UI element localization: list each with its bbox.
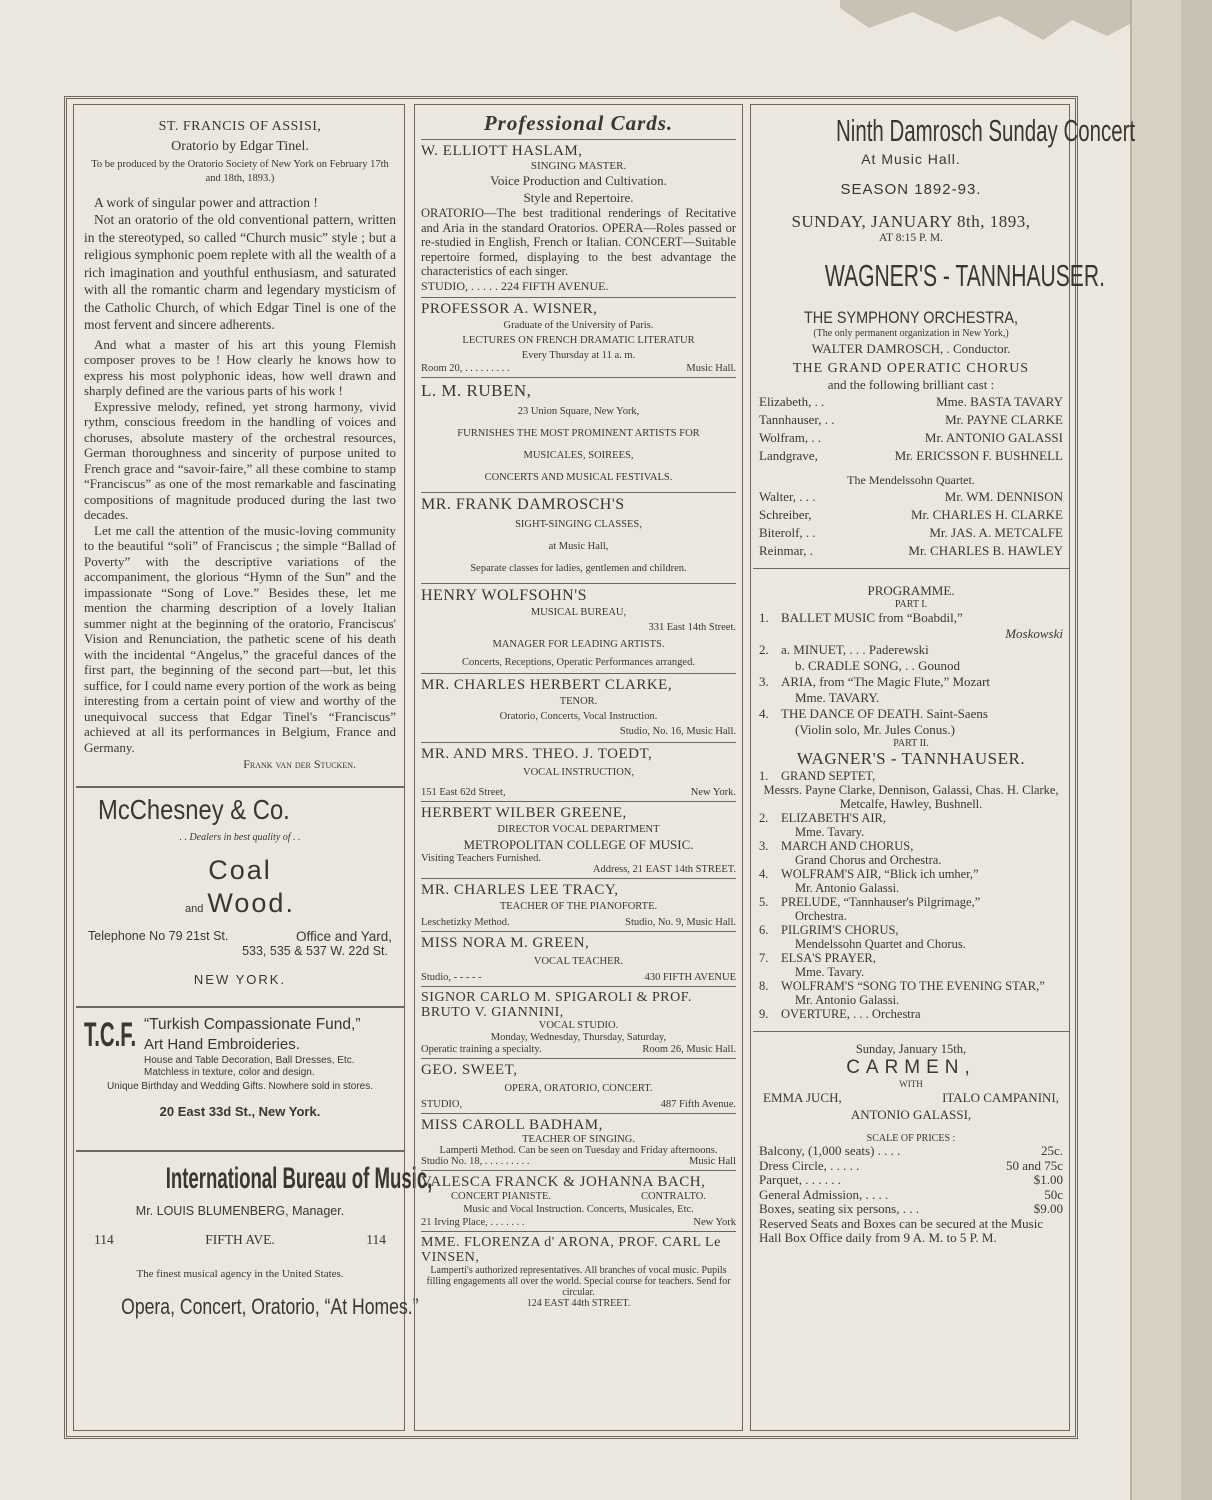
divider <box>753 568 1069 569</box>
price-row <box>759 1144 1063 1159</box>
column-right <box>750 104 1136 1431</box>
item-sub: Mendelssohn Quartet and Chorus. <box>795 937 966 951</box>
with-label: WITH <box>899 1079 923 1089</box>
price-row <box>759 1188 1063 1203</box>
divider <box>76 1150 404 1152</box>
mcchesney-and: and <box>185 903 204 915</box>
cast-singer: Mr. CHARLES B. HAWLEY <box>908 543 1063 558</box>
card-right: Room 26, Music Hall. <box>642 1043 736 1055</box>
cast-row <box>759 542 1063 560</box>
card-right: CONTRALTO. <box>640 1190 706 1202</box>
item-text: PRELUDE, “Tannhauser's Pilgrimage,” <box>781 895 981 909</box>
card-name: VALESCA FRANCK & JOHANNA BACH, <box>421 1173 706 1190</box>
artists-row <box>759 1089 1063 1107</box>
card-clarke <box>421 677 736 739</box>
card-line: 23 Union Square, New York, <box>517 405 640 417</box>
concert-time: AT 8:15 P. M. <box>878 232 943 244</box>
card-line: CONCERTS AND MUSICAL FESTIVALS. <box>484 471 673 483</box>
card-line: Voice Production and Cultivation. <box>490 173 667 188</box>
cast-row <box>759 429 1063 447</box>
orchestra-note: (The only permanent organization in New York,) <box>813 328 1009 339</box>
mcchesney-name: McChesney & Co. <box>98 794 290 825</box>
item-num: 7. <box>759 951 769 965</box>
price-label: Balcony, (1,000 seats) . . . . <box>759 1143 901 1158</box>
cast-role: Elizabeth, . . <box>759 394 825 409</box>
cast-role: Schreiber, <box>759 507 812 522</box>
card-line: Lamperti's authorized representatives. All branches of vocal music. Pupils filling engagements all over the world. Special course for teachers. Send for circular. <box>426 1264 731 1298</box>
price-label: General Admission, . . . . <box>759 1186 889 1202</box>
ad-bureau <box>84 1162 433 1320</box>
cast-row <box>759 524 1063 542</box>
next-opera: CARMEN, <box>846 1057 976 1078</box>
divider <box>753 1031 1069 1032</box>
programme-item <box>759 1007 1063 1021</box>
programme-item <box>759 811 1063 825</box>
cast-role: Landgrave, <box>759 448 818 463</box>
card-greene <box>421 805 736 875</box>
cast-row <box>759 393 1063 411</box>
mcchesney-address: 533, 535 & 537 W. 22d St. <box>242 944 388 958</box>
card-line: DIRECTOR VOCAL DEPARTMENT <box>497 823 660 835</box>
card-name: MR. CHARLES HERBERT CLARKE, <box>421 676 673 693</box>
programme-item <box>759 610 1063 626</box>
card-arona <box>421 1235 736 1309</box>
item-text: WOLFRAM'S AIR, “Blick ich umher,” <box>781 867 979 881</box>
item-num: 2. <box>759 811 769 825</box>
card-line: MUSICAL BUREAU, <box>530 606 627 618</box>
card-line: SINGING MASTER. <box>530 160 627 172</box>
item-text: WOLFRAM'S “SONG TO THE EVENING STAR,” <box>781 979 1045 993</box>
item-sub: Mme. Tavary. <box>795 965 865 979</box>
card-line: Lamperti Method. Can be seen on Tuesday and Friday afternoons. <box>439 1144 718 1156</box>
conductor: WALTER DAMROSCH, . Conductor. <box>811 341 1011 356</box>
card-line: VOCAL TEACHER. <box>533 955 624 967</box>
bureau-num-left: 114 <box>94 1232 114 1247</box>
card-left: Leschetizky Method. <box>421 916 510 928</box>
price-value: $9.00 <box>1033 1201 1063 1216</box>
card-name: W. ELLIOTT HASLAM, <box>421 143 583 159</box>
cast-row <box>759 488 1063 506</box>
divider <box>421 492 736 493</box>
divider <box>421 377 736 378</box>
divider <box>421 742 736 743</box>
card-line: Studio, No. 16, Music Hall. <box>619 725 736 737</box>
price-value: 25c. <box>1040 1143 1063 1158</box>
card-line: METROPOLITAN COLLEGE OF MUSIC. <box>463 836 694 852</box>
part1-heading: PART I. <box>894 599 928 610</box>
card-line: LECTURES ON FRENCH DRAMATIC LITERATUR <box>462 334 695 346</box>
card-franck <box>421 1174 736 1228</box>
column-middle <box>414 104 743 1431</box>
cast-role: Wolfram, . . <box>759 430 822 445</box>
card-left: STUDIO, <box>421 1098 463 1110</box>
card-left: 21 Irving Place, . . . . . . . <box>421 1216 525 1228</box>
item-num: 6. <box>759 923 769 937</box>
cast-singer: Mr. CHARLES H. CLARKE <box>910 507 1063 522</box>
programme-item <box>759 867 1063 881</box>
item-num: 8. <box>759 979 769 993</box>
tcf-name: “Turkish Compassionate Fund,” <box>144 1016 361 1033</box>
card-right: Music Hall. <box>686 362 736 374</box>
divider <box>76 786 404 788</box>
cast-role: Reinmar, . <box>759 543 813 558</box>
card-left: Room 20, . . . . . . . . . <box>421 362 510 374</box>
quartet: The Mendelssohn Quartet. <box>847 473 975 487</box>
bureau-footer: Opera, Concert, Oratorio, “At Homes.” <box>121 1294 419 1319</box>
cast-row <box>759 447 1063 465</box>
card-left: CONCERT PIANISTE. <box>451 1190 552 1202</box>
divider <box>421 297 736 298</box>
cast-role: Tannhauser, . . <box>759 412 835 427</box>
card-left: Studio, - - - - - <box>421 971 482 983</box>
divider <box>421 931 736 932</box>
concert-season: SEASON 1892-93. <box>840 181 982 198</box>
card-toedt <box>421 746 736 798</box>
price-value: 50 and 75c <box>1005 1157 1063 1173</box>
price-value: $1.00 <box>1033 1172 1063 1187</box>
mcchesney-city: NEW YORK. <box>193 972 287 987</box>
card-ruben <box>421 381 736 489</box>
concert-opera: WAGNER'S - TANNHAUSER. <box>824 258 1105 293</box>
bureau-manager: Mr. LOUIS BLUMENBERG, Manager. <box>135 1204 345 1218</box>
card-line: Separate classes for ladies, gentlemen and children. <box>470 562 687 574</box>
concert-title: Ninth Damrosch Sunday Concert <box>836 113 1136 148</box>
divider <box>421 801 736 802</box>
item-sub: Mme. Tavary. <box>795 825 865 839</box>
divider <box>421 139 736 140</box>
item-text: BALLET MUSIC from “Boabdil,” <box>781 610 963 625</box>
mcchesney-coal: Coal <box>208 855 272 885</box>
price-label: Boxes, seating six persons, . . . <box>759 1201 919 1216</box>
mcchesney-office: Office and Yard, <box>295 929 392 944</box>
item-num: 4. <box>759 706 769 721</box>
card-right: New York. <box>690 786 736 798</box>
article-note: To be produced by the Oratorio Society of New York on February 17th and 18th, 1893.) <box>91 159 389 184</box>
divider <box>421 1113 736 1114</box>
card-left: Studio No. 18, . . . . . . . . . <box>421 1155 530 1167</box>
bureau-num-right: 114 <box>366 1232 386 1247</box>
item-num: 5. <box>759 895 769 909</box>
programme-item <box>759 895 1063 909</box>
bureau-street: FIFTH AVE. <box>205 1232 275 1247</box>
article-p2: Not an oratorio of the old conventional pattern, written in the stereotyped, so called “Church music” style ; but a religious symphonic poem replete with all the wealth of a rich imagination and youthful enthusiasm, and saturated with all the romantic charm and legendary mysticism of the Catholic Church, of which Edgar Tinel is one of the most fervent and sincere adherents. <box>84 212 396 332</box>
card-line: Address, 21 EAST 14th STREET. <box>592 863 736 875</box>
mcchesney-tag: . . Dealers in best quality of . . <box>179 832 301 843</box>
item-text: a. MINUET, . . . Paderewski <box>781 642 929 657</box>
item-num: 3. <box>759 674 769 689</box>
item-sub: Orchestra. <box>795 909 847 923</box>
card-spigaroli <box>421 990 736 1055</box>
cast-singer: Mr. ERICSSON F. BUSHNELL <box>894 448 1063 463</box>
ad-tcf <box>84 1016 396 1146</box>
ad-mcchesney <box>84 794 396 1004</box>
card-line: Monday, Wednesday, Thursday, Saturday, <box>490 1031 667 1043</box>
card-line: Graduate of the University of Paris. <box>503 319 654 331</box>
programme-item <box>759 923 1063 937</box>
tcf-logo: T.C.F. <box>84 1016 137 1054</box>
reserved-note: Reserved Seats and Boxes can be secured at the Music Hall Box Office daily from 9 A. M. to 5 P. M. <box>759 1215 1044 1245</box>
part2-opera: WAGNER'S - TANNHAUSER. <box>796 749 1026 768</box>
card-line: Visiting Teachers Furnished. <box>421 852 542 864</box>
card-wisner <box>421 301 736 374</box>
orchestra-name: THE SYMPHONY ORCHESTRA, <box>803 308 1019 327</box>
part2-list <box>759 769 1063 1021</box>
item-text: MARCH AND CHORUS, <box>781 839 914 853</box>
card-name: MR. AND MRS. THEO. J. TOEDT, <box>421 745 653 762</box>
card-green <box>421 935 736 983</box>
article-p5: Let me call the attention of the music-loving community to the beautiful “soli” of Franciscus ; the simple “Ballad of Poverty” with the descriptive variations of the accompaniment, the glorious “Hymn of the Sun” and the impassionate “Song of Love.” Besides these, let me mention the charming description of a lovely Italian summer night at the beginning of the oratorio, Franciscus' Vision and Renunciation, the pathetic scene of his death with the incidental “Angelus,” the graceful dances of the first part, the beginning of the second part—but, let this suffice, for I could name every portion of the work as being interesting from a certain point of view and worthy of the unequivocal success that Edgar Tinel's “Franciscus” achieved at all its performances in Belgium, France and Germany. <box>84 522 396 755</box>
card-line: SIGHT-SINGING CLASSES, <box>515 518 642 530</box>
divider <box>421 673 736 674</box>
concert-venue: At Music Hall. <box>861 151 961 167</box>
programme-item <box>759 769 1063 783</box>
programme-item <box>759 951 1063 965</box>
artist: EMMA JUCH, <box>763 1090 842 1105</box>
divider <box>421 1170 736 1171</box>
item-sub: Grand Chorus and Orchestra. <box>795 853 942 867</box>
cast-role: Biterolf, . . <box>759 525 816 540</box>
prices-title: SCALE OF PRICES : <box>866 1133 956 1144</box>
cards-heading: Professional Cards. <box>483 111 674 135</box>
item-text: GRAND SEPTET, <box>781 769 876 783</box>
card-name: MISS CAROLL BADHAM, <box>421 1116 603 1133</box>
tcf-line3: House and Table Decoration, Ball Dresses, Etc. Matchless in texture, color and design. <box>144 1055 355 1078</box>
price-row <box>759 1173 1063 1188</box>
divider <box>421 1231 736 1232</box>
card-line: TEACHER OF THE PIANOFORTE. <box>499 900 658 912</box>
price-label: Parquet, . . . . . . <box>759 1172 841 1187</box>
tcf-line4: Unique Birthday and Wedding Gifts. Nowhere sold in stores. <box>106 1081 374 1092</box>
cast-row <box>759 411 1063 429</box>
mcchesney-tel: Telephone No 79 21st St. <box>88 929 229 943</box>
quartet-list <box>759 488 1063 560</box>
item-num: 2. <box>759 642 769 657</box>
card-name: MISS NORA M. GREEN, <box>421 934 590 951</box>
card-tracy <box>421 882 736 928</box>
cast-singer: Mr. ANTONIO GALASSI <box>924 430 1063 445</box>
cast-role: Walter, . . . <box>759 489 816 504</box>
price-label: Dress Circle, . . . . . <box>759 1157 860 1173</box>
item-sub: Messrs. Payne Clarke, Dennison, Galassi, Chas. H. Clarke, Metcalfe, Hawley, Bushnell. <box>763 783 1059 811</box>
card-badham <box>421 1117 736 1167</box>
card-wolfsohn <box>421 587 736 670</box>
programme-heading: PROGRAMME. <box>867 583 955 598</box>
card-line: Concerts, Receptions, Operatic Performances arranged. <box>462 656 695 668</box>
card-left: Operatic training a specialty. <box>421 1043 542 1055</box>
card-right: Studio, No. 9, Music Hall. <box>625 916 736 928</box>
card-sweet <box>421 1062 736 1110</box>
part1-list <box>759 610 1063 738</box>
card-line: VOCAL STUDIO. <box>538 1019 619 1031</box>
item-num: 4. <box>759 867 769 881</box>
item-text: PILGRIM'S CHORUS, <box>781 923 899 937</box>
card-name: L. M. RUBEN, <box>421 380 532 400</box>
divider <box>421 986 736 987</box>
card-right: Music Hall <box>689 1155 736 1167</box>
programme-item <box>759 642 1063 658</box>
card-line: at Music Hall, <box>548 540 609 552</box>
card-name: GEO. SWEET, <box>421 1061 518 1078</box>
price-row <box>759 1159 1063 1174</box>
item-sub: Mr. Antonio Galassi. <box>795 881 900 895</box>
divider <box>76 1006 404 1008</box>
chorus: THE GRAND OPERATIC CHORUS <box>792 361 1030 376</box>
item-sub: b. CRADLE SONG, . . Gounod <box>795 658 961 673</box>
card-line: OPERA, ORATORIO, CONCERT. <box>504 1082 653 1094</box>
artist: ITALO CAMPANINI, <box>942 1090 1059 1105</box>
price-value: 50c <box>1044 1186 1063 1202</box>
item-text: ELIZABETH'S AIR, <box>781 811 887 825</box>
page-edge <box>1130 0 1181 1500</box>
card-name: MR. FRANK DAMROSCH'S <box>421 495 625 513</box>
card-name: HERBERT WILBER GREENE, <box>421 804 627 821</box>
article-p4: Expressive melody, refined, yet strong harmony, vivid rythm, conscious freedom in the handling of voices and choruses, absolute mastery of the orchestral resources, German thoroughness and sincerity of purpose united to French grace and “savoir-faire,” all these combine to stamp “Franciscus” as one of the most remarkable and fascinating compositions of magnitude produced during the last two decades. <box>84 398 396 522</box>
programme-item <box>759 674 1063 690</box>
card-line: Style and Repertoire. <box>523 190 634 205</box>
cast-singer: Mr. JAS. A. METCALFE <box>929 525 1063 540</box>
cast-singer: Mr. WM. DENNISON <box>944 489 1063 504</box>
article-p3: And what a master of his art this young Flemish composer proves to be ! How clearly he knows how to express his most polyphonic ideas, how well drawn and sharply defined are the various parts of his work ! <box>84 336 396 398</box>
artist: ANTONIO GALASSI, <box>850 1107 972 1122</box>
prices-list <box>759 1144 1063 1246</box>
cast-row <box>759 506 1063 524</box>
card-line: Every Thursday at 11 a. m. <box>521 349 636 361</box>
item-num: 1. <box>759 610 769 625</box>
item-text: ARIA, from “The Magic Flute,” Mozart <box>781 674 991 689</box>
item-sub: Moskowski <box>1005 626 1063 641</box>
divider <box>421 878 736 879</box>
bureau-name: International Bureau of Music, <box>165 1162 433 1195</box>
next-date: Sunday, January 15th, <box>855 1042 967 1056</box>
card-name: SIGNOR CARLO M. SPIGAROLI & PROF. BRUTO V. GIANNINI, <box>421 989 692 1020</box>
card-studio: STUDIO, . . . . . 224 FIFTH AVENUE. <box>421 278 609 293</box>
programme-item <box>759 839 1063 853</box>
card-right: New York <box>693 1216 736 1228</box>
item-text: OVERTURE, . . . Orchestra <box>781 1007 921 1021</box>
card-body: ORATORIO—The best traditional renderings of Recitative and Aria in the standard Oratorios. OPERA—Roles passed or re-studied in English, French or Italian. CONCERT—Suitable repertoire formed, displaying to the best advantage the characteristics of each singer. <box>421 206 736 278</box>
card-right: 487 Fifth Avenue. <box>660 1098 736 1110</box>
item-sub: Mme. TAVARY. <box>795 690 880 705</box>
programme-item <box>759 706 1063 722</box>
programme-item <box>759 979 1063 993</box>
card-name: MR. CHARLES LEE TRACY, <box>421 881 619 898</box>
card-haslam <box>421 143 736 294</box>
tcf-line2: Art Hand Embroideries. <box>144 1036 300 1053</box>
part2-heading: PART II. <box>893 738 929 749</box>
card-line: Music and Vocal Instruction. Concerts, Musicales, Etc. <box>463 1203 694 1215</box>
cast-list <box>759 393 1063 465</box>
card-name: PROFESSOR A. WISNER, <box>421 300 598 317</box>
card-line: 124 EAST 44th STREET. <box>526 1297 631 1309</box>
article-signature: Frank van der Stucken. <box>243 757 356 771</box>
card-line: FURNISHES THE MOST PROMINENT ARTISTS FOR <box>457 427 700 439</box>
cast-intro: and the following brilliant cast : <box>827 377 995 392</box>
article-p1: A work of singular power and attraction ! <box>94 195 318 210</box>
card-line: TEACHER OF SINGING. <box>522 1133 635 1145</box>
column-left <box>73 104 433 1431</box>
mcchesney-wood: Wood. <box>207 888 295 918</box>
item-sub: (Violin solo, Mr. Jules Conus.) <box>795 722 955 737</box>
bureau-tag: The finest musical agency in the United States. <box>136 1268 344 1280</box>
card-right: 430 FIFTH AVENUE <box>644 971 736 983</box>
card-line: VOCAL INSTRUCTION, <box>522 766 635 778</box>
card-line: Oratorio, Concerts, Vocal Instruction. <box>499 710 658 722</box>
item-num: 3. <box>759 839 769 853</box>
card-name: HENRY WOLFSOHN'S <box>421 586 588 604</box>
item-sub: Mr. Antonio Galassi. <box>795 993 900 1007</box>
concert-date: SUNDAY, JANUARY 8th, 1893, <box>791 212 1031 231</box>
card-line: 331 East 14th Street. <box>648 621 736 633</box>
card-line: TENOR. <box>559 695 598 707</box>
card-damrosch <box>421 496 736 580</box>
item-num: 9. <box>759 1007 769 1021</box>
cast-singer: Mme. BASTA TAVARY <box>936 394 1063 409</box>
card-name: MME. FLORENZA d' ARONA, PROF. CARL Le VINSEN, <box>421 1234 721 1265</box>
card-line: MANAGER FOR LEADING ARTISTS. <box>492 638 665 650</box>
divider <box>421 583 736 584</box>
tcf-address: 20 East 33d St., New York. <box>159 1104 321 1119</box>
price-row <box>759 1202 1063 1217</box>
item-text: ELSA'S PRAYER, <box>781 951 876 965</box>
divider <box>421 1058 736 1059</box>
article-subtitle: Oratorio by Edgar Tinel. <box>171 139 309 154</box>
card-left: 151 East 62d Street, <box>421 786 506 798</box>
article-title: ST. FRANCIS OF ASSISI, <box>158 119 322 134</box>
card-line: MUSICALES, SOIREES, <box>523 449 634 461</box>
item-text: THE DANCE OF DEATH. Saint-Saens <box>781 706 988 721</box>
cast-singer: Mr. PAYNE CLARKE <box>945 412 1063 427</box>
item-num: 1. <box>759 769 769 783</box>
